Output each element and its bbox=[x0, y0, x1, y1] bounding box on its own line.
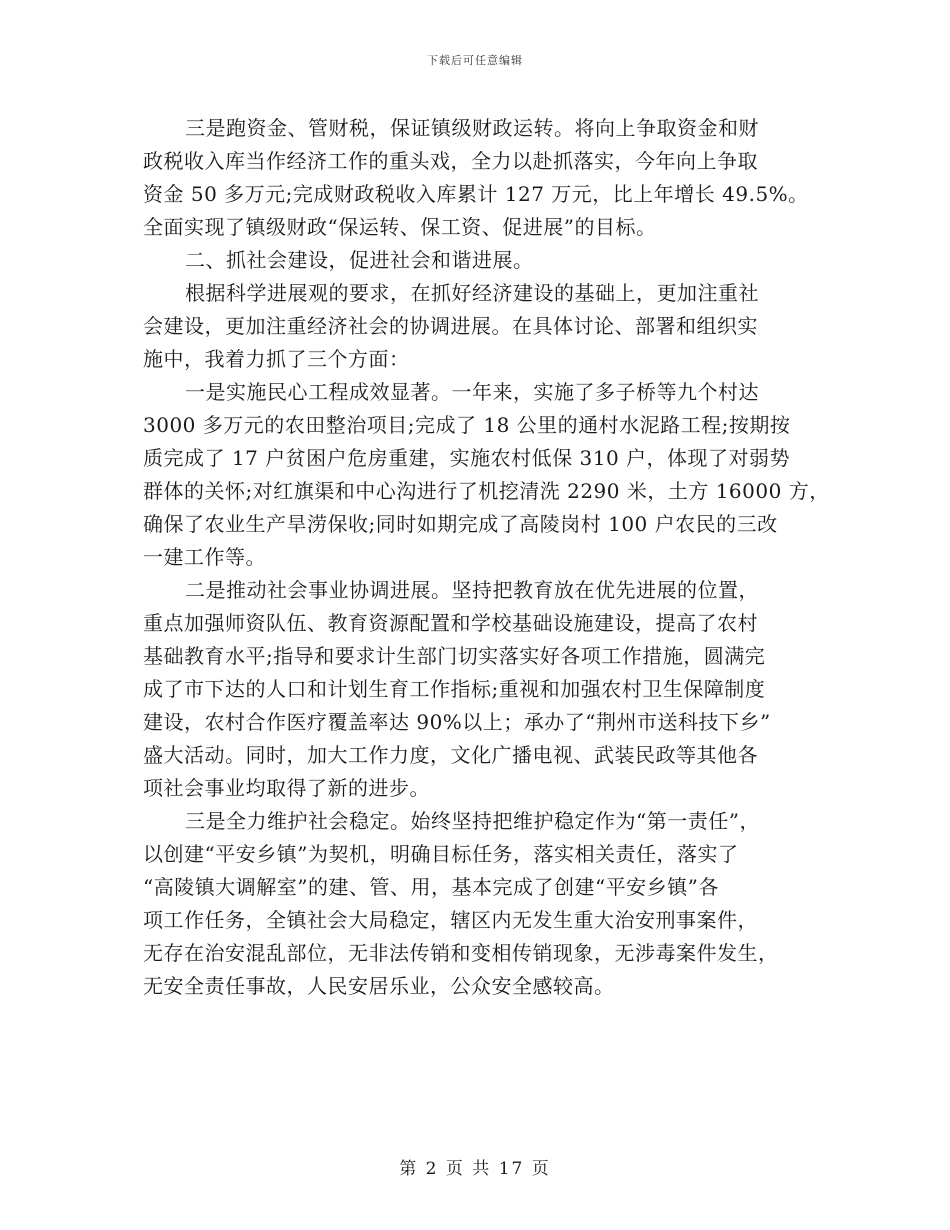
text-line: 以创建“平安乡镇”为契机，明确目标任务，落实相关责任，落实了 bbox=[143, 842, 739, 866]
text-line: 三是全力维护社会稳定。始终坚持把维护稳定作为“第一责任”， bbox=[185, 809, 760, 833]
text-line: 3000 多万元的农田整治项目;完成了 18 公里的通村水泥路工程;按期按 bbox=[143, 413, 791, 437]
text-line: 一是实施民心工程成效显著。一年来，实施了多子桥等九个村达 bbox=[185, 380, 759, 404]
text-line: 会建设，更加注重经济社会的协调进展。在具体讨论、部署和组织实 bbox=[143, 314, 758, 338]
text-line: 成了市下达的人口和计划生育工作指标;重视和加强农村卫生保障制度 bbox=[143, 677, 766, 701]
text-line: 建设，农村合作医疗覆盖率达 90%以上；承办了“荆州市送科技下乡” bbox=[143, 710, 771, 734]
text-line: 确保了农业生产旱涝保收;同时如期完成了高陵岗村 100 户农民的三改 bbox=[143, 512, 778, 536]
text-line: 群体的关怀;对红旗渠和中心沟进行了机挖清洗 2290 米，土方 16000 方， bbox=[143, 479, 830, 503]
header-note: 下载后可任意编辑 bbox=[427, 54, 523, 67]
document-body bbox=[143, 112, 830, 1003]
text-line: 重点加强师资队伍、教育资源配置和学校基础设施建设，提高了农村 bbox=[143, 611, 758, 635]
text-line: 盛大活动。同时，加大工作力度，文化广播电视、武装民政等其他各 bbox=[143, 743, 758, 767]
page-number: 第 2 页 共 17 页 bbox=[399, 1159, 551, 1179]
text-line: 二是推动社会事业协调进展。坚持把教育放在优先进展的位置， bbox=[185, 578, 759, 602]
text-line: 二、抓社会建设，促进社会和谐进展。 bbox=[185, 248, 534, 272]
text-line: 全面实现了镇级财政“保运转、保工资、促进展”的目标。 bbox=[143, 215, 657, 239]
text-line: 项工作任务，全镇社会大局稳定，辖区内无发生重大治安刑事案件， bbox=[143, 908, 758, 932]
text-line: 根据科学进展观的要求，在抓好经济建设的基础上，更加注重社 bbox=[185, 281, 759, 305]
text-line: 基础教育水平;指导和要求计生部门切实落实好各项工作措施，圆满完 bbox=[143, 644, 766, 668]
text-line: 资金 50 多万元;完成财政税收入库累计 127 万元，比上年增长 49.5%。 bbox=[143, 182, 809, 206]
text-line: 施中，我着力抓了三个方面： bbox=[143, 347, 410, 371]
text-line: 政税收入库当作经济工作的重头戏，全力以赴抓落实，今年向上争取 bbox=[143, 149, 758, 173]
text-line: 无存在治安混乱部位，无非法传销和变相传销现象，无涉毒案件发生， bbox=[143, 941, 779, 965]
text-line: 无安全责任事故，人民安居乐业，公众安全感较高。 bbox=[143, 974, 615, 998]
text-line: “高陵镇大调解室”的建、管、用，基本完成了创建“平安乡镇”各 bbox=[143, 875, 719, 899]
text-line: 三是跑资金、管财税，保证镇级财政运转。将向上争取资金和财 bbox=[185, 116, 759, 140]
text-line: 质完成了 17 户贫困户危房重建，实施农村低保 310 户，体现了对弱势 bbox=[143, 446, 791, 470]
text-line: 项社会事业均取得了新的进步。 bbox=[143, 776, 430, 800]
text-line: 一建工作等。 bbox=[143, 545, 266, 569]
